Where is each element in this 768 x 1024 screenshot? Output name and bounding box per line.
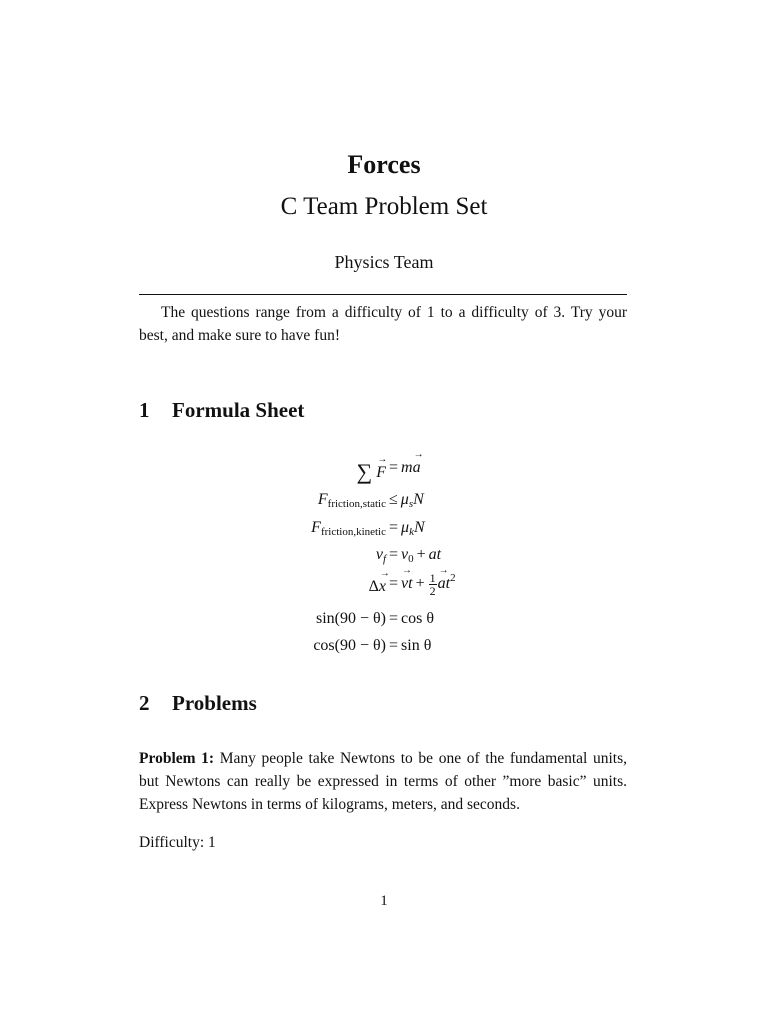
plus-sign: + — [416, 546, 426, 563]
mu-subscript: s — [408, 498, 414, 510]
document-author: Physics Team — [334, 252, 434, 272]
initial-velocity-subscript: 0 — [408, 553, 414, 565]
time-symbol: t — [445, 575, 451, 593]
sum-symbol: ∑ — [356, 459, 373, 484]
force-symbol: F — [317, 491, 328, 508]
velocity-subscript: f — [382, 553, 386, 565]
friction-static-subscript: friction,static — [327, 498, 386, 510]
sin-identity-rhs: cos θ — [401, 610, 435, 627]
fraction-denominator: 2 — [429, 584, 436, 598]
acceleration-vector: → a — [413, 459, 421, 477]
section-number: 1 — [139, 398, 150, 422]
mu-symbol: μ — [401, 519, 410, 536]
page-number: 1 — [380, 893, 388, 909]
plus-sign: + — [415, 575, 425, 593]
cos-identity-lhs: cos(90 − θ) — [313, 637, 386, 654]
friction-kinetic-subscript: friction,kinetic — [320, 526, 386, 538]
initial-velocity-symbol: v — [401, 546, 409, 563]
normal-force-symbol: N — [413, 491, 424, 508]
velocity-symbol: v — [375, 546, 383, 563]
equals-sign: = — [389, 546, 399, 563]
problem-difficulty: Difficulty: 1 — [139, 834, 216, 851]
problem-text: Many people take Newtons to be one of the fundamental units, but Newtons can really be expressed in terms of other ”more basic” units. Express Newtons in terms of kilograms, meters, and seconds. — [139, 750, 627, 813]
leq-sign: ≤ — [389, 491, 398, 508]
equals-sign: = — [389, 575, 399, 593]
section-heading-formula-sheet — [139, 398, 304, 423]
mu-symbol: μ — [400, 491, 409, 508]
acceleration-vector: → a — [438, 575, 446, 593]
time-symbol: t — [408, 575, 413, 593]
problem-1 — [139, 747, 627, 816]
equals-sign: = — [389, 637, 399, 654]
abstract-text: The questions range from a difficulty of 1 to a difficulty of 3. Try your best, and make sure to have fun! — [139, 304, 627, 344]
sin-identity-lhs: sin(90 − θ) — [315, 610, 386, 627]
delta-symbol: Δ — [368, 578, 379, 595]
normal-force-symbol: N — [413, 519, 425, 536]
section-title: Problems — [172, 691, 257, 715]
section-title: Formula Sheet — [172, 398, 305, 422]
equals-sign: = — [389, 519, 399, 536]
document-title: Forces — [347, 150, 421, 179]
title-rule — [139, 294, 627, 295]
document-subtitle: C Team Problem Set — [280, 193, 488, 220]
exponent: 2 — [450, 572, 456, 585]
velocity-vector: → v — [401, 575, 408, 593]
section-number: 2 — [139, 691, 150, 715]
problem-label: Problem 1: — [139, 750, 215, 767]
at-term: at — [428, 546, 442, 563]
mass-symbol: m — [401, 459, 413, 476]
force-vector: → F — [376, 464, 386, 482]
displacement-vector: → x — [379, 578, 386, 596]
section-heading-problems — [139, 691, 257, 716]
equals-sign: = — [389, 610, 399, 627]
mu-subscript: k — [409, 526, 414, 538]
one-half-fraction — [429, 572, 437, 597]
cos-identity-rhs: sin θ — [401, 637, 432, 654]
fraction-numerator: 1 — [429, 571, 436, 585]
equals-sign: = — [389, 459, 399, 476]
force-symbol: F — [311, 519, 321, 536]
